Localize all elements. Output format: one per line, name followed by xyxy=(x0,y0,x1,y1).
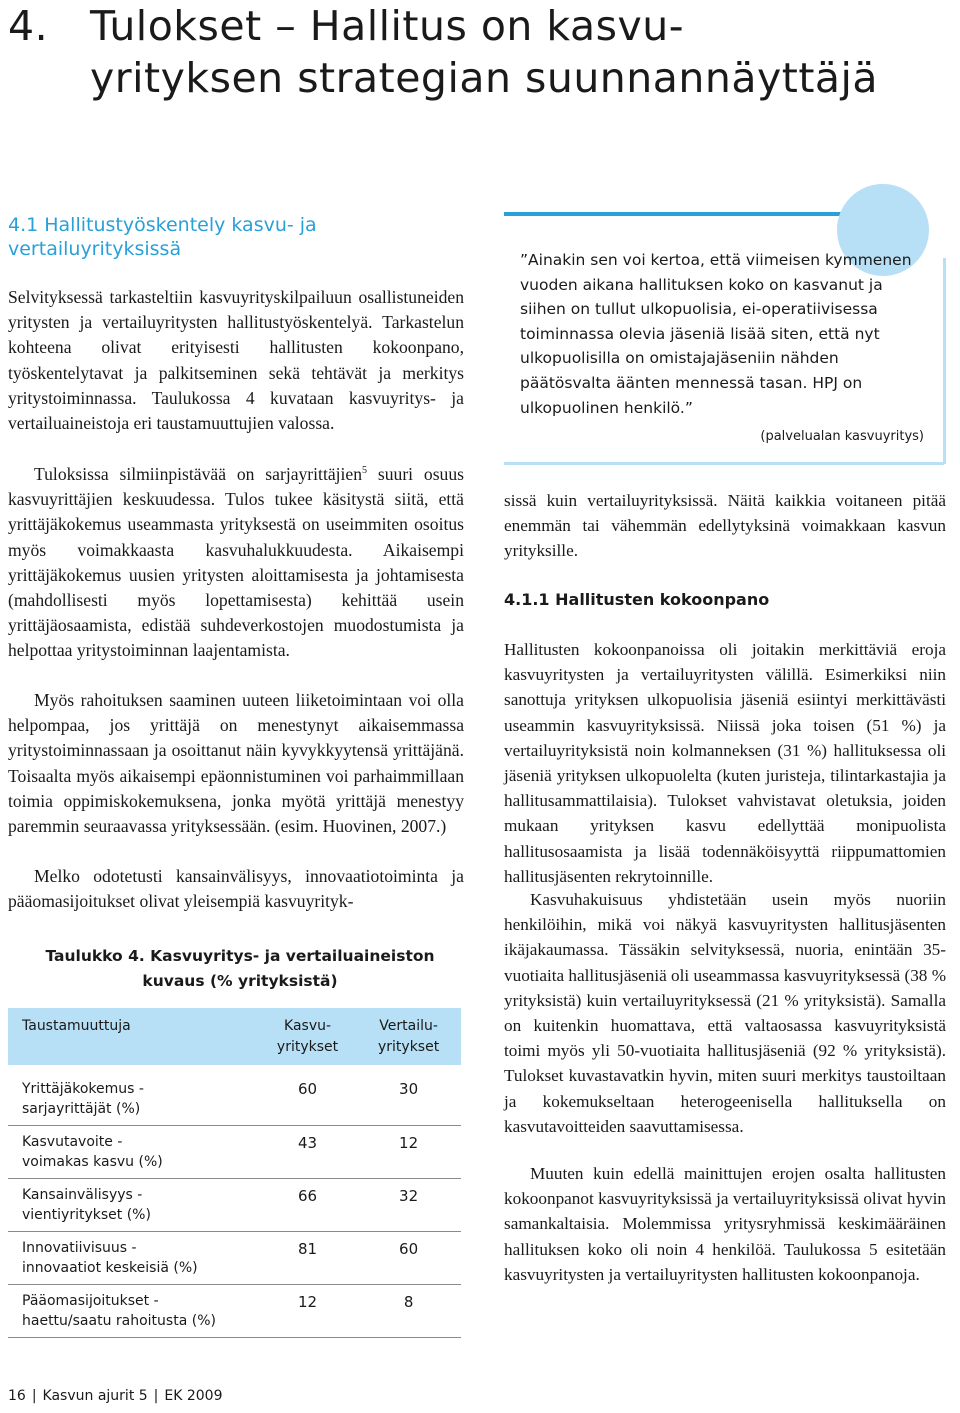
left-paragraph-2-start: Tuloksissa silmiinpistävää on sarjayrittäjien xyxy=(34,464,363,484)
right-paragraph-2 xyxy=(504,887,946,1139)
footnote-ref: 5 xyxy=(362,465,368,477)
table-caption-line2: kuvaus (% yrityksistä) xyxy=(142,972,338,990)
table-row xyxy=(8,1232,461,1285)
table-caption-line1: Taulukko 4. Kasvuyritys- ja vertailuaineiston xyxy=(45,947,435,965)
section-heading-line1: 4.1 Hallitustyöskentely kasvu- ja xyxy=(8,214,317,236)
row-label xyxy=(8,1232,259,1285)
data-table xyxy=(8,1008,461,1338)
left-paragraph-3 xyxy=(8,688,464,839)
table-caption xyxy=(30,944,450,994)
left-paragraph-2-rest: suuri osuus kasvuyrittäjien keskuudessa. Tulos tukee käsitystä siitä, että yrittäjäkokemus useammasta yrityksestä on useimmiten osoitus myös voimakkaasta kasvuhalukkuudesta. Aikaisempi yrittäjäkokemus uusien yritysten aloittamisesta ja johtamisesta (mahdollisesti myös lopettamisesta) kehittää usein yrittäjäosaamista, edistää suhdeverkostojen muodostumista ja helpottaa yritystoiminnan laajentamista. xyxy=(8,464,464,661)
left-paragraph-3-text: Myös rahoituksen saaminen uuteen liiketoimintaan voi olla helpompaa, jos yrittäjä on menestynyt aikaisemmassa yritystoiminnassaan ja osoittanut näin kyvykkyytensä yrittäjänä. Toisaalta myös aikaisempi epäonnistuminen voi parhaimmillaan toimia oppimiskokemuksena, jonka myötä yrittäjä menestyy paremmin seuraavassa yrityksessään. (esim. Huovinen, 2007.) xyxy=(8,690,464,837)
quote-source: (palvelualan kasvuyritys) xyxy=(760,429,924,444)
chapter-title-line2: yrityksen strategian suunnannäyttäjä xyxy=(90,54,879,102)
cell-vertailu: 32 xyxy=(356,1179,461,1232)
row-label-line2: sarjayrittäjät (%) xyxy=(22,1101,141,1117)
row-label xyxy=(8,1285,259,1338)
table-row xyxy=(8,1126,461,1179)
subsection-heading: 4.1.1 Hallitusten kokoonpano xyxy=(504,590,770,609)
table-row xyxy=(8,1285,461,1338)
left-paragraph-4-text: Melko odotetusti kansainvälisyys, innovaatiotoiminta ja pääomasijoitukset olivat yleisempiä kasvuyrityk- xyxy=(8,866,464,912)
right-paragraph-3-text: Muuten kuin edellä mainittujen erojen osalta hallitusten kokoonpanot kasvuyrityksissä ja vertailuyrityksissä olivat hyvin samankaltaisia. Molemmissa yritysryhmissä keskimääräinen hallituksen koko oli noin 4 henkilöä. Taulukossa 5 esitetään kasvuyritysten ja vertailuyritysten hallitusten kokoonpanoja. xyxy=(504,1164,946,1284)
chapter-title-line1: Tulokset – Hallitus on kasvu- xyxy=(90,2,684,50)
header-vertailuyritykset: Vertailu- yritykset xyxy=(356,1008,461,1065)
right-paragraph-3 xyxy=(504,1161,946,1287)
row-label-line2: vientiyritykset (%) xyxy=(22,1207,151,1223)
table-header-row xyxy=(8,1008,461,1065)
chapter-number: 4. xyxy=(8,2,49,50)
right-paragraph-2-text: Kasvuhakuisuus yhdistetään usein myös nuoriin henkilöihin, mikä voi näkyä kasvuyritysten hallitusjäsenten ikäjakaumassa. Tässäkin selvityksessä, nuoria, enintään 35-vuotiaita hallitusjäseniä oli useammassa kasvuyrityksessä (38 % yrityksistä) kuin vertailuyrityksessä (21 % yrityksistä). Samalla on kuitenkin huomattava, että valtaosassa kasvuyrityksistä toimi myös yli 50-vuotiaita hallitusjäseniä (92 % yrityksistä). Tulokset kuvastavatkin hyvin, miten suuri merkitys taustoiltaan ja kokemukseltaan heterogeenisella hallituksella on kasvutavoitteiden saavuttamisessa. xyxy=(504,890,947,1136)
table-row xyxy=(8,1065,461,1126)
row-label-line2: innovaatiot keskeisiä (%) xyxy=(22,1260,198,1276)
row-label xyxy=(8,1065,259,1126)
cell-kasvu: 12 xyxy=(259,1285,356,1338)
publication-series: EK 2009 xyxy=(164,1388,223,1404)
right-intro-paragraph: sissä kuin vertailuyrityksissä. Näitä kaikkia voitaneen pitää enemmän tai vähemmän edellytyksinä voimakkaan kasvun yrityksille. xyxy=(504,491,946,561)
quote-bottom-rule xyxy=(504,462,944,465)
quote-right-rule xyxy=(943,258,946,464)
section-heading xyxy=(8,213,468,261)
page-number: 16 xyxy=(8,1388,26,1404)
quote-text: ”Ainakin sen voi kertoa, että viimeisen kymmenen vuoden aikana hallituksen koko on kasvanut ja siihen on tullut ulkopuolisia, ei-operatiivisessa toiminnassa olevia jäseniä lisää siten, että nyt ulkopuolisilla on omistajajäseniin nähden päätösvalta äänten mennessä tasan. HPJ on ulkopuolinen henkilö.” xyxy=(520,251,912,417)
cell-vertailu: 60 xyxy=(356,1232,461,1285)
row-label-line1: Pääomasijoitukset - xyxy=(22,1293,159,1309)
cell-vertailu: 8 xyxy=(356,1285,461,1338)
chapter-title xyxy=(8,0,948,104)
row-label-line1: Innovatiivisuus - xyxy=(22,1240,137,1256)
cell-vertailu: 30 xyxy=(356,1065,461,1126)
row-label-line1: Kasvutavoite - xyxy=(22,1134,123,1150)
header-taustamuuttuja: Taustamuuttuja xyxy=(8,1008,259,1065)
row-label-line1: Kansainvälisyys - xyxy=(22,1187,143,1203)
cell-kasvu: 81 xyxy=(259,1232,356,1285)
cell-kasvu: 66 xyxy=(259,1179,356,1232)
left-paragraph-4 xyxy=(8,864,464,914)
cell-kasvu: 60 xyxy=(259,1065,356,1126)
row-label xyxy=(8,1126,259,1179)
row-label-line2: haettu/saatu rahoitusta (%) xyxy=(22,1313,216,1329)
row-label xyxy=(8,1179,259,1232)
section-heading-line2: vertailuyrityksissä xyxy=(8,238,182,260)
table-row xyxy=(8,1179,461,1232)
header-kasvuyritykset: Kasvu- yritykset xyxy=(259,1008,356,1065)
row-label-line2: voimakas kasvu (%) xyxy=(22,1154,163,1170)
cell-kasvu: 43 xyxy=(259,1126,356,1179)
left-paragraph-2 xyxy=(8,462,464,664)
publication-name: Kasvun ajurit 5 xyxy=(42,1388,148,1404)
row-label-line1: Yrittäjäkokemus - xyxy=(22,1081,144,1097)
cell-vertailu: 12 xyxy=(356,1126,461,1179)
page-footer: 16 | Kasvun ajurit 5 | EK 2009 xyxy=(8,1388,223,1404)
right-paragraph-1: Hallitusten kokoonpanoissa oli joitakin merkittäviä eroja kasvuyritysten ja vertailuyritysten välillä. Esimerkiksi niin sanottuja yrityksen ulkopuolisia jäseniä esiintyi merkittävästi useammin kasvuyrityksissä. Niissä joka toisen (51 %) ja vertailuyrityksistä noin kolmanneksen (31 %) hallituksessa oli jäseniä yrityksen ulkopuolelta (kuten juristeja, tilintarkastajia ja hallitusammattilaisia). Tulokset vahvistavat oletuksia, joiden mukaan yrityksen kasvu edellyttää monipuolista hallitusosaamista ja lisää todennäköisyyttä riippumattomien hallitusjäsenten rekrytoinnille. xyxy=(504,640,946,886)
left-paragraph-1: Selvityksessä tarkasteltiin kasvuyrityskilpailuun osallistuneiden yritysten ja vertailuyritysten hallitustyöskentelyä. Tarkastelun kohteena olivat erityisesti hallitusten kokoonpano, työskentelytavat ja palkitseminen sekä tehtävät ja merkitys yritystoiminnassa. Taulukossa 4 kuvataan kasvuyritys- ja vertailuaineistoja eri taustamuuttujien valossa. xyxy=(8,287,464,434)
